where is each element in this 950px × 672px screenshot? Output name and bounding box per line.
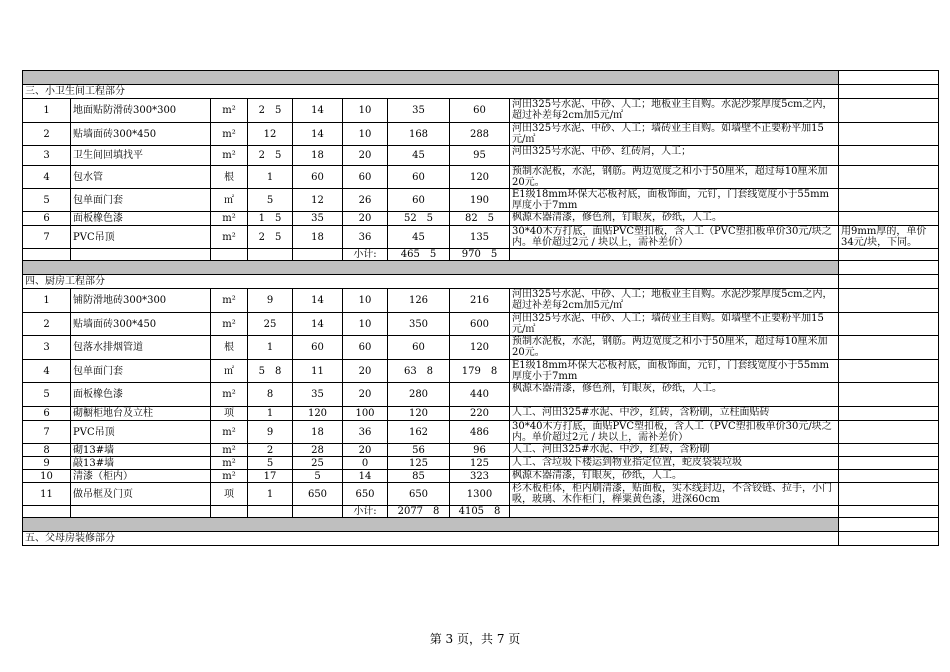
item-name: 砌13#墙 <box>71 444 211 457</box>
quantity: 9 <box>248 289 293 313</box>
material-price: 11 <box>293 360 343 383</box>
table-row <box>23 457 939 470</box>
quantity: 1 <box>248 483 293 506</box>
item-name: 面板橡色漆 <box>71 383 211 407</box>
material-total: 168 <box>388 123 450 146</box>
material-total: 85 <box>388 470 450 483</box>
unit: m² <box>211 444 248 457</box>
empty-cell <box>211 249 248 261</box>
quantity: 1 5 <box>248 212 293 226</box>
labor-price: 60 <box>343 336 388 360</box>
unit: 根 <box>211 336 248 360</box>
quantity: 5 <box>248 457 293 470</box>
row-number: 10 <box>23 470 71 483</box>
section-title-row <box>23 275 939 289</box>
row-number: 6 <box>23 212 71 226</box>
labor-price: 10 <box>343 289 388 313</box>
table-row <box>23 166 939 189</box>
labor-price: 36 <box>343 226 388 249</box>
empty-cell <box>71 249 211 261</box>
row-number: 4 <box>23 360 71 383</box>
quote-table <box>22 70 939 546</box>
empty-cell <box>510 506 839 518</box>
remark <box>839 123 939 146</box>
labor-price: 20 <box>343 444 388 457</box>
remark <box>839 189 939 212</box>
row-number: 1 <box>23 99 71 123</box>
subtotal-material: 465 5 <box>388 249 450 261</box>
row-total: 95 <box>450 146 510 166</box>
labor-price: 10 <box>343 99 388 123</box>
empty-cell <box>293 506 343 518</box>
description: 河田325号水泥、中砂、人工；地板业主自购。水泥沙浆厚度5cm之内，超过补差每2cm加5元/㎡ <box>510 99 839 123</box>
quantity: 5 <box>248 189 293 212</box>
section-title: 三、小卫生间工程部分 <box>23 85 839 99</box>
row-number: 7 <box>23 421 71 444</box>
row-number: 4 <box>23 166 71 189</box>
item-name: 做吊框及门页 <box>71 483 211 506</box>
labor-price: 36 <box>343 421 388 444</box>
unit: 项 <box>211 407 248 421</box>
material-total: 35 <box>388 99 450 123</box>
table-row <box>23 421 939 444</box>
unit: m² <box>211 421 248 444</box>
description: 预制水泥板，水泥，钢筋。两边宽度之和小于50厘米，超过每10厘米加20元。 <box>510 336 839 360</box>
item-name: 面板橡色漆 <box>71 212 211 226</box>
material-price: 25 <box>293 457 343 470</box>
section-separator <box>23 261 939 275</box>
row-total: 440 <box>450 383 510 407</box>
page-footer: 第 3 页，共 7 页 <box>429 632 521 646</box>
row-total: 1300 <box>450 483 510 506</box>
table-row <box>23 146 939 166</box>
subtotal-label: 小计: <box>343 506 388 518</box>
item-name: 卫生间回填找平 <box>71 146 211 166</box>
remark <box>839 470 939 483</box>
quantity: 8 <box>248 383 293 407</box>
quantity: 1 <box>248 166 293 189</box>
row-number: 2 <box>23 123 71 146</box>
quantity: 2 <box>248 444 293 457</box>
empty-cell <box>839 506 939 518</box>
material-price: 14 <box>293 289 343 313</box>
material-total: 125 <box>388 457 450 470</box>
remark <box>839 457 939 470</box>
row-number: 6 <box>23 407 71 421</box>
item-name: 地面贴防滑砖300*300 <box>71 99 211 123</box>
item-name: 包水管 <box>71 166 211 189</box>
remark <box>839 336 939 360</box>
labor-price: 0 <box>343 457 388 470</box>
labor-price: 100 <box>343 407 388 421</box>
row-total: 125 <box>450 457 510 470</box>
material-total: 120 <box>388 407 450 421</box>
unit: ㎡ <box>211 189 248 212</box>
description: 河田325号水泥、中砂、人工；墙砖业主自购。如墙壁不正要粉平加15元/㎡ <box>510 123 839 146</box>
empty-cell <box>293 249 343 261</box>
row-total: 600 <box>450 313 510 336</box>
remark <box>839 146 939 166</box>
row-total: 120 <box>450 336 510 360</box>
table-row <box>23 383 939 407</box>
description: 人工、河田325#水泥、中沙，红砖，含粉刷 <box>510 444 839 457</box>
labor-price: 20 <box>343 146 388 166</box>
quantity: 9 <box>248 421 293 444</box>
table-row <box>23 212 939 226</box>
row-number: 5 <box>23 383 71 407</box>
table-row <box>23 407 939 421</box>
row-number: 5 <box>23 189 71 212</box>
item-name: 清漆（柜内） <box>71 470 211 483</box>
material-total: 60 <box>388 189 450 212</box>
quantity: 2 5 <box>248 99 293 123</box>
row-total: 216 <box>450 289 510 313</box>
row-number: 3 <box>23 146 71 166</box>
row-total: 179 8 <box>450 360 510 383</box>
material-price: 18 <box>293 421 343 444</box>
description: 枫源木器清漆，钉眼灰，砂纸，人工。 <box>510 470 839 483</box>
row-number: 1 <box>23 289 71 313</box>
remark <box>839 421 939 444</box>
material-total: 60 <box>388 336 450 360</box>
description: 枫源木器清漆，修色剂，钉眼灰，砂纸，人工。 <box>510 383 839 407</box>
table-row <box>23 123 939 146</box>
quantity: 1 <box>248 336 293 360</box>
labor-price: 14 <box>343 470 388 483</box>
row-total: 60 <box>450 99 510 123</box>
labor-price: 10 <box>343 123 388 146</box>
quantity: 12 <box>248 123 293 146</box>
unit: m² <box>211 146 248 166</box>
row-total: 190 <box>450 189 510 212</box>
unit: m² <box>211 470 248 483</box>
empty-cell <box>248 506 293 518</box>
material-total: 45 <box>388 226 450 249</box>
table-row <box>23 189 939 212</box>
material-price: 35 <box>293 212 343 226</box>
description: 30*40木方打底，面贴PVC塑扣板，含人工（PVC塑扣板单价30元/块之内。单价超过2元 / 块以上，需补差价） <box>510 226 839 249</box>
material-total: 650 <box>388 483 450 506</box>
material-price: 60 <box>293 166 343 189</box>
row-number: 8 <box>23 444 71 457</box>
material-price: 120 <box>293 407 343 421</box>
unit: ㎡ <box>211 360 248 383</box>
material-total: 52 5 <box>388 212 450 226</box>
description: E1级18mm环保大芯板衬底，面板饰面，元钉，门套线宽度小于55mm厚度小于7mm <box>510 360 839 383</box>
empty-cell <box>23 249 71 261</box>
section-separator <box>23 518 939 532</box>
material-price: 14 <box>293 123 343 146</box>
empty-cell <box>23 506 71 518</box>
remark <box>839 313 939 336</box>
description: 人工、河田325#水泥、中沙，红砖，含粉刷，立柱面贴砖 <box>510 407 839 421</box>
material-total: 126 <box>388 289 450 313</box>
labor-price: 10 <box>343 313 388 336</box>
table-row <box>23 226 939 249</box>
labor-price: 650 <box>343 483 388 506</box>
material-total: 350 <box>388 313 450 336</box>
row-number: 2 <box>23 313 71 336</box>
table-row <box>23 360 939 383</box>
description: E1级18mm环保大芯板衬底，面板饰面，元钉，门套线宽度小于55mm厚度小于7mm <box>510 189 839 212</box>
unit: m² <box>211 457 248 470</box>
labor-price: 60 <box>343 166 388 189</box>
subtotal-row <box>23 506 939 518</box>
row-number: 7 <box>23 226 71 249</box>
description: 杉木板柜体，柜内刷清漆，贴面板，实木线封边，不含铰链、拉手，小门吸，玻璃、木作柜门，榉粟黄色漆，进深60cm <box>510 483 839 506</box>
table-row <box>23 336 939 360</box>
row-total: 486 <box>450 421 510 444</box>
material-price: 18 <box>293 226 343 249</box>
empty-cell <box>839 249 939 261</box>
subtotal-row <box>23 249 939 261</box>
row-total: 288 <box>450 123 510 146</box>
row-number: 9 <box>23 457 71 470</box>
unit: m² <box>211 383 248 407</box>
material-total: 63 8 <box>388 360 450 383</box>
item-name: PVC吊顶 <box>71 226 211 249</box>
empty-cell <box>71 506 211 518</box>
unit: m² <box>211 226 248 249</box>
material-price: 60 <box>293 336 343 360</box>
unit: 项 <box>211 483 248 506</box>
unit: m² <box>211 99 248 123</box>
section-title: 四、厨房工程部分 <box>23 275 839 289</box>
item-name: 包单面门套 <box>71 189 211 212</box>
item-name: 贴墙面砖300*450 <box>71 123 211 146</box>
remark: 用9mm厚的，单价34元/块，下同。 <box>839 226 939 249</box>
row-total: 135 <box>450 226 510 249</box>
material-price: 12 <box>293 189 343 212</box>
row-number: 3 <box>23 336 71 360</box>
table-row <box>23 483 939 506</box>
item-name: 包落水排烟管道 <box>71 336 211 360</box>
material-price: 5 <box>293 470 343 483</box>
labor-price: 26 <box>343 189 388 212</box>
row-number: 11 <box>23 483 71 506</box>
item-name: 敲13#墙 <box>71 457 211 470</box>
remark <box>839 383 939 407</box>
remark <box>839 212 939 226</box>
section-separator <box>23 71 939 85</box>
row-total: 120 <box>450 166 510 189</box>
unit: m² <box>211 289 248 313</box>
subtotal-label: 小计: <box>343 249 388 261</box>
material-price: 28 <box>293 444 343 457</box>
remark <box>839 166 939 189</box>
remark <box>839 360 939 383</box>
labor-price: 20 <box>343 383 388 407</box>
material-price: 18 <box>293 146 343 166</box>
unit: m² <box>211 212 248 226</box>
unit: m² <box>211 123 248 146</box>
item-name: 砌橱柜地台及立柱 <box>71 407 211 421</box>
empty-cell <box>211 506 248 518</box>
remark <box>839 444 939 457</box>
quantity: 2 5 <box>248 226 293 249</box>
row-total: 323 <box>450 470 510 483</box>
quantity: 25 <box>248 313 293 336</box>
unit: 根 <box>211 166 248 189</box>
section-title-row <box>23 85 939 99</box>
item-name: 铺防滑地砖300*300 <box>71 289 211 313</box>
material-price: 14 <box>293 99 343 123</box>
material-total: 45 <box>388 146 450 166</box>
subtotal-total: 4105 8 <box>450 506 510 518</box>
quantity: 17 <box>248 470 293 483</box>
empty-cell <box>510 249 839 261</box>
remark <box>839 99 939 123</box>
remark <box>839 407 939 421</box>
table-row <box>23 99 939 123</box>
table-row <box>23 470 939 483</box>
material-price: 14 <box>293 313 343 336</box>
description: 人工、含垃圾下楼运到物业指定位置，蛇皮袋装垃圾 <box>510 457 839 470</box>
labor-price: 20 <box>343 212 388 226</box>
description: 河田325号水泥、中砂、人工；墙砖业主自购。如墙壁不正要粉平加15元/㎡ <box>510 313 839 336</box>
table-row <box>23 289 939 313</box>
material-total: 60 <box>388 166 450 189</box>
labor-price: 20 <box>343 360 388 383</box>
item-name: 贴墙面砖300*450 <box>71 313 211 336</box>
item-name: 包单面门套 <box>71 360 211 383</box>
quantity: 2 5 <box>248 146 293 166</box>
row-total: 82 5 <box>450 212 510 226</box>
item-name: PVC吊顶 <box>71 421 211 444</box>
material-total: 280 <box>388 383 450 407</box>
material-total: 162 <box>388 421 450 444</box>
description: 预制水泥板，水泥，钢筋。两边宽度之和小于50厘米，超过每10厘米加20元。 <box>510 166 839 189</box>
table-row <box>23 444 939 457</box>
description: 河田325号水泥、中砂、红砖屑，人工； <box>510 146 839 166</box>
quantity: 1 <box>248 407 293 421</box>
unit: m² <box>211 313 248 336</box>
table-row <box>23 313 939 336</box>
row-total: 96 <box>450 444 510 457</box>
section-title-row <box>23 532 939 546</box>
description: 枫源木器清漆，修色剂，钉眼灰，砂纸，人工。 <box>510 212 839 226</box>
remark <box>839 483 939 506</box>
description: 河田325号水泥、中砂、人工；地板业主自购。水泥沙浆厚度5cm之内，超过补差每2cm加5元/㎡ <box>510 289 839 313</box>
subtotal-material: 2077 8 <box>388 506 450 518</box>
remark <box>839 289 939 313</box>
material-total: 56 <box>388 444 450 457</box>
description: 30*40木方打底，面贴PVC塑扣板，含人工（PVC塑扣板单价30元/块之内。单价超过2元 / 块以上，需补差价） <box>510 421 839 444</box>
material-price: 35 <box>293 383 343 407</box>
subtotal-total: 970 5 <box>450 249 510 261</box>
quantity: 5 8 <box>248 360 293 383</box>
material-price: 650 <box>293 483 343 506</box>
empty-cell <box>248 249 293 261</box>
row-total: 220 <box>450 407 510 421</box>
section-title: 五、父母房装修部分 <box>23 532 839 546</box>
